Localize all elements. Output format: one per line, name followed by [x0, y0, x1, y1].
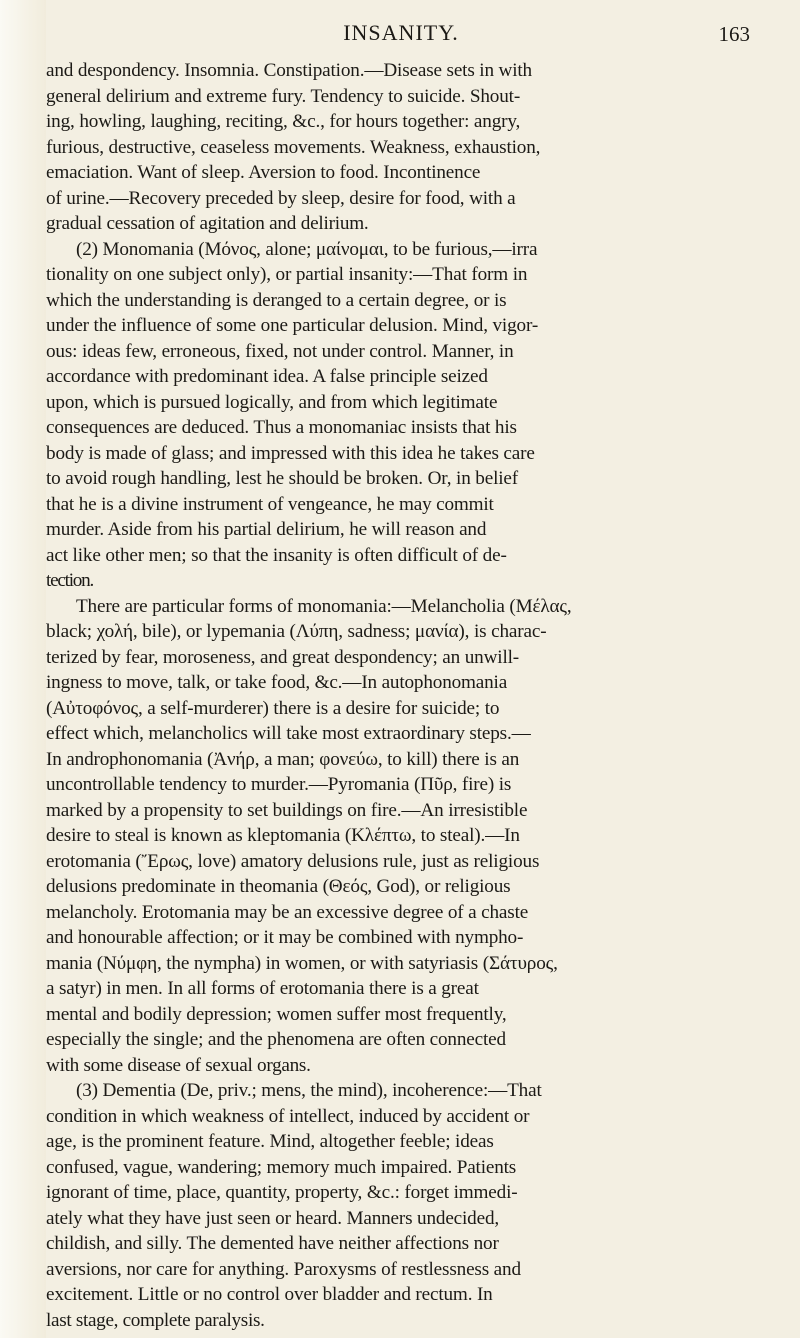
text-line: childish, and silly. The demented have neither affections nor — [46, 1233, 499, 1254]
text-line: last stage, complete paralysis. — [46, 1309, 265, 1331]
page-number: 163 — [718, 22, 750, 46]
text-line: of urine.—Recovery preceded by sleep, desire for food, with a — [46, 187, 516, 209]
text-line: condition in which weakness of intellect, induced by accident or — [46, 1105, 530, 1127]
text-line: and honourable affection; or it may be combined with nympho- — [46, 927, 524, 948]
text-line: ignorant of time, place, quantity, property, &c.: forget immedi- — [46, 1182, 518, 1203]
text-line: ous: ideas few, erroneous, fixed, not under control. Manner, in — [46, 340, 514, 362]
text-line: uncontrollable tendency to murder.—Pyromania (Πῦρ, fire) is — [46, 774, 512, 795]
running-title: INSANITY. — [343, 20, 459, 45]
text-line: mania (Νύμφη, the nympha) in women, or with satyriasis (Σάτυρος, — [46, 952, 558, 974]
book-page — [46, 0, 756, 1333]
text-line: furious, destructive, ceaseless movements. Weakness, exhaustion, — [46, 136, 541, 158]
text-line: with some disease of sexual organs. — [46, 1054, 311, 1076]
text-line: body is made of glass; and impressed with this idea he takes care — [46, 442, 535, 464]
text-line: excitement. Little or no control over bladder and rectum. In — [46, 1284, 493, 1305]
text-line: under the influence of some one particular delusion. Mind, vigor- — [46, 315, 539, 336]
text-line: tionality on one subject only), or partial insanity:—That form in — [46, 264, 528, 285]
text-line: melancholy. Erotomania may be an excessive degree of a chaste — [46, 901, 529, 923]
text-line: ing, howling, laughing, reciting, &c., for hours together: angry, — [46, 111, 521, 132]
text-line: (2) Monomania (Μόνος, alone; μαίνομαι, to be furious,—irra — [76, 238, 538, 260]
text-line: age, is the prominent feature. Mind, altogether feeble; ideas — [46, 1131, 494, 1152]
text-line: ingness to move, talk, or take food, &c.—In autophonomania — [46, 672, 508, 693]
text-line: black; χολή, bile), or lypemania (Λύπη, sadness; μανία), is charac- — [46, 621, 547, 642]
text-line: especially the single; and the phenomena are often connected — [46, 1029, 506, 1050]
running-head — [46, 0, 756, 58]
text-line: which the understanding is deranged to a certain degree, or is — [46, 289, 507, 311]
text-line: In androphonomania (Ἀνήρ, a man; φονεύω, to kill) there is an — [46, 748, 520, 770]
text-line: that he is a divine instrument of vengeance, he may commit — [46, 493, 494, 515]
text-line: terized by fear, moroseness, and great despondency; an unwill- — [46, 646, 520, 668]
text-line: and despondency. Insomnia. Constipation.—Disease sets in with — [46, 60, 532, 81]
text-line: aversions, nor care for anything. Paroxysms of restlessness and — [46, 1258, 521, 1280]
text-line: marked by a propensity to set buildings on fire.—An irresistible — [46, 799, 528, 821]
text-line: ately what they have just seen or heard. Manners undecided, — [46, 1207, 500, 1229]
text-line: accordance with predominant idea. A false principle seized — [46, 366, 488, 387]
text-line: emaciation. Want of sleep. Aversion to food. Incontinence — [46, 162, 481, 183]
text-line: gradual cessation of agitation and delirium. — [46, 213, 369, 234]
text-line: (Αὐτοφόνος, a self-murderer) there is a desire for suicide; to — [46, 697, 500, 719]
text-line: to avoid rough handling, lest he should be broken. Or, in belief — [46, 468, 519, 489]
text-line: delusions predominate in theomania (Θεός, God), or religious — [46, 876, 511, 897]
text-line: confused, vague, wandering; memory much impaired. Patients — [46, 1156, 517, 1178]
text-line: upon, which is pursued logically, and from which legitimate — [46, 391, 498, 413]
text-line: (3) Dementia (De, priv.; mens, the mind), incoherence:—That — [76, 1080, 542, 1101]
text-line: erotomania (Ἔρως, love) amatory delusions rule, just as religious — [46, 850, 540, 872]
text-line: mental and bodily depression; women suffer most frequently, — [46, 1003, 507, 1025]
text-line: general delirium and extreme fury. Tendency to suicide. Shout- — [46, 85, 521, 107]
body-text — [46, 58, 756, 1333]
text-line: consequences are deduced. Thus a monomaniac insists that his — [46, 417, 517, 438]
page-gutter — [0, 0, 46, 1338]
text-line: effect which, melancholics will take most extraordinary steps.— — [46, 723, 531, 744]
text-line: tection. — [46, 570, 94, 591]
text-line: murder. Aside from his partial delirium, he will reason and — [46, 519, 487, 540]
text-line: There are particular forms of monomania:—Melancholia (Μέλας, — [76, 595, 572, 617]
text-line: act like other men; so that the insanity is often difficult of de- — [46, 544, 507, 566]
text-line: desire to steal is known as kleptomania (Κλέπτω, to steal).—In — [46, 825, 520, 846]
text-line: a satyr) in men. In all forms of erotomania there is a great — [46, 978, 479, 999]
